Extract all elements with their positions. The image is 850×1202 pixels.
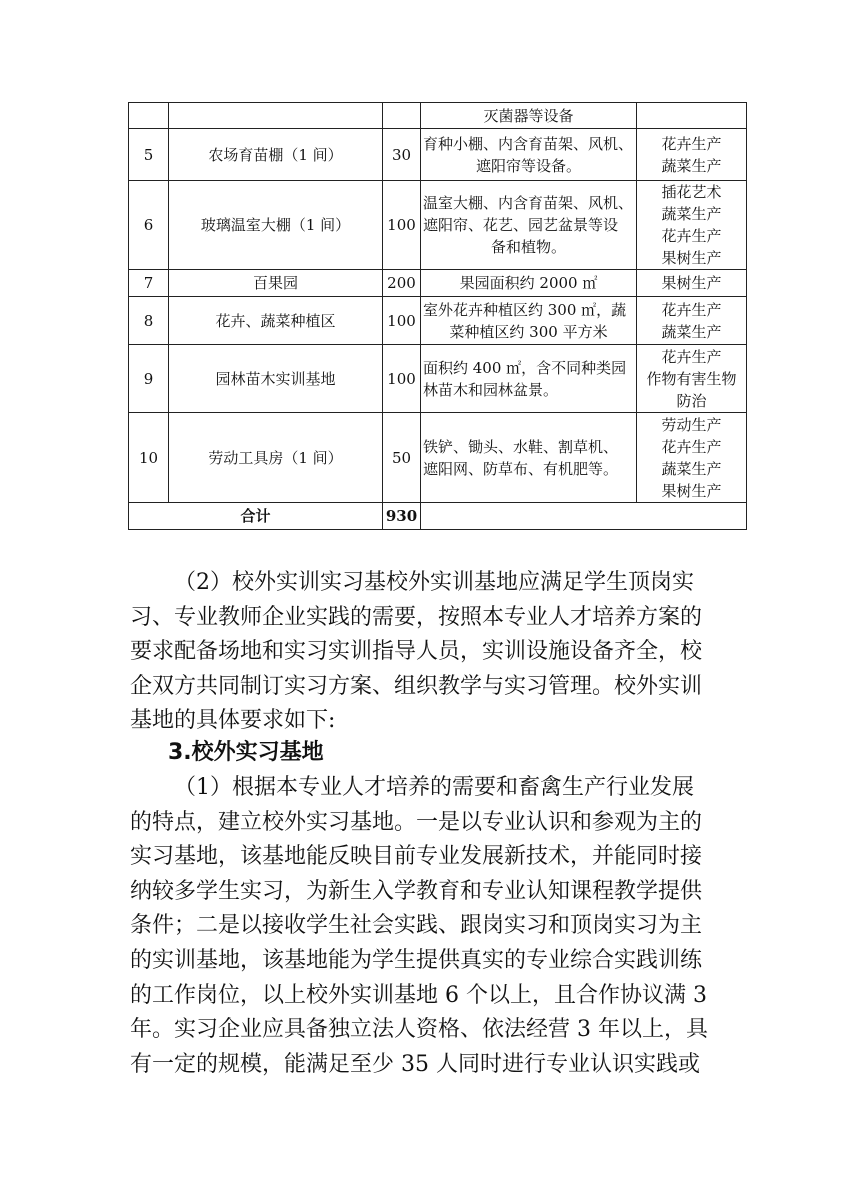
equipment-line: 林苗木和园林盆景。 (423, 380, 559, 399)
use-line: 果树生产 (661, 249, 722, 267)
table-row (129, 129, 747, 181)
use-line: 花卉生产 (661, 134, 722, 153)
total-label: 合计 (129, 503, 383, 530)
facility-use (637, 181, 747, 270)
facility-name: 劳动工具房（1 间） (169, 413, 383, 503)
facility-area: 30 (383, 129, 421, 181)
equipment-line: 室外花卉种植区约 300 ㎡，蔬 (423, 300, 627, 319)
total-empty-cell (421, 503, 747, 530)
facility-use (637, 103, 747, 129)
row-number: 10 (129, 413, 169, 503)
row-number: 5 (129, 129, 169, 181)
equipment-line: 育种小棚、内含育苗架、风机、 (423, 134, 634, 153)
facility-use (637, 413, 747, 503)
training-facilities-table (128, 102, 747, 530)
use-line: 插花艺术 (661, 183, 722, 201)
use-line: 劳动生产 (661, 415, 722, 434)
table-row (129, 181, 747, 270)
facility-name: 园林苗木实训基地 (169, 345, 383, 413)
facility-use (637, 129, 747, 181)
use-line: 花卉生产 (661, 437, 722, 456)
paragraph-line: 企双方共同制订实习方案、组织教学与实习管理。校外实训 (130, 673, 703, 699)
use-line: 花卉生产 (661, 347, 722, 366)
equipment-line: 遮阳帘等设备。 (475, 156, 581, 175)
row-number (129, 103, 169, 129)
equipment-line: 遮阳帘、花艺、园艺盆景等设 (423, 216, 619, 234)
paragraph-line: 习、专业教师企业实践的需要，按照本专业人才培养方案的 (130, 604, 703, 630)
facility-name (169, 103, 383, 129)
paragraph-line: 条件；二是以接收学生社会实践、跟岗实习和顶岗实习为主 (130, 913, 703, 939)
paragraph-line: 的特点，建立校外实习基地。一是以专业认识和参观为主的 (130, 809, 703, 835)
paragraph-line: （1）根据本专业人才培养的需要和畜禽生产行业发展 (174, 775, 694, 800)
use-line: 蔬菜生产 (661, 322, 722, 341)
total-value: 930 (383, 503, 421, 530)
use-line: 果树生产 (661, 481, 722, 500)
equipment-line: 温室大棚、内含育苗架、风机、 (423, 194, 634, 212)
paragraph-line: 实习基地，该基地能反映目前专业发展新技术，并能同时接 (130, 844, 703, 870)
table-body (129, 103, 747, 530)
paragraph-line: 的工作岗位，以上校外实训基地 6 个以上，且合作协议满 3 (130, 982, 707, 1008)
equipment-line: 菜种植区约 300 平方米 (449, 322, 608, 341)
use-line: 蔬菜生产 (661, 459, 722, 478)
use-line: 花卉生产 (661, 300, 722, 319)
section-heading: 3.校外实习基地 (168, 740, 324, 765)
use-line: 蔬菜生产 (661, 205, 722, 223)
equipment-line: 灭菌器等设备 (483, 106, 574, 125)
row-number: 8 (129, 297, 169, 345)
facility-equipment (421, 181, 637, 270)
equipment-line: 面积约 400 ㎡，含不同种类园 (423, 358, 627, 377)
use-line: 果树生产 (661, 274, 722, 292)
facility-use (637, 270, 747, 297)
equipment-line: 遮阳网、防草布、有机肥等。 (423, 459, 619, 478)
use-line: 蔬菜生产 (661, 156, 722, 175)
facility-name: 百果园 (169, 270, 383, 297)
facility-area: 100 (383, 345, 421, 413)
facility-name: 农场育苗棚（1 间） (169, 129, 383, 181)
table-row (129, 297, 747, 345)
table-total-row (129, 503, 747, 530)
use-line: 防治 (676, 391, 707, 410)
facility-area: 200 (383, 270, 421, 297)
use-line: 花卉生产 (661, 227, 722, 245)
row-number: 7 (129, 270, 169, 297)
paragraph-line: 的实训基地，该基地能为学生提供真实的专业综合实践训练 (130, 947, 703, 973)
paragraph-line: 基地的具体要求如下: (130, 708, 336, 734)
table-row (129, 270, 747, 297)
facility-equipment (421, 297, 637, 345)
paragraph-line: 要求配备场地和实习实训指导人员，实训设施设备齐全，校 (130, 639, 703, 665)
paragraph-offcampus-requirements (130, 566, 730, 739)
facility-area: 50 (383, 413, 421, 503)
facility-area: 100 (383, 181, 421, 270)
facility-equipment (421, 413, 637, 503)
facility-use (637, 297, 747, 345)
paragraph-line: （2）校外实训实习基校外实训基地应满足学生顶岗实 (174, 570, 694, 595)
paragraph-line: 年。实习企业应具备独立法人资格、依法经营 3 年以上，具 (130, 1017, 708, 1043)
equipment-line: 备和植物。 (490, 238, 566, 256)
facility-area: 100 (383, 297, 421, 345)
facility-equipment (421, 103, 637, 129)
equipment-line: 果园面积约 2000 ㎡ (459, 274, 598, 292)
table-row (129, 413, 747, 503)
facility-name: 玻璃温室大棚（1 间） (169, 181, 383, 270)
facility-equipment (421, 345, 637, 413)
table-row (129, 345, 747, 413)
facility-area (383, 103, 421, 129)
row-number: 6 (129, 181, 169, 270)
paragraph-offcampus-base (130, 771, 730, 1082)
use-line: 作物有害生物 (646, 369, 737, 388)
table-row (129, 103, 747, 129)
facility-use (637, 345, 747, 413)
facility-equipment (421, 270, 637, 297)
paragraph-line: 有一定的规模，能满足至少 35 人同时进行专业认识实践或 (130, 1051, 700, 1077)
equipment-line: 铁铲、锄头、水鞋、割草机、 (423, 437, 619, 456)
facility-equipment (421, 129, 637, 181)
row-number: 9 (129, 345, 169, 413)
facility-name: 花卉、蔬菜种植区 (169, 297, 383, 345)
paragraph-line: 纳较多学生实习，为新生入学教育和专业认知课程教学提供 (130, 878, 703, 904)
